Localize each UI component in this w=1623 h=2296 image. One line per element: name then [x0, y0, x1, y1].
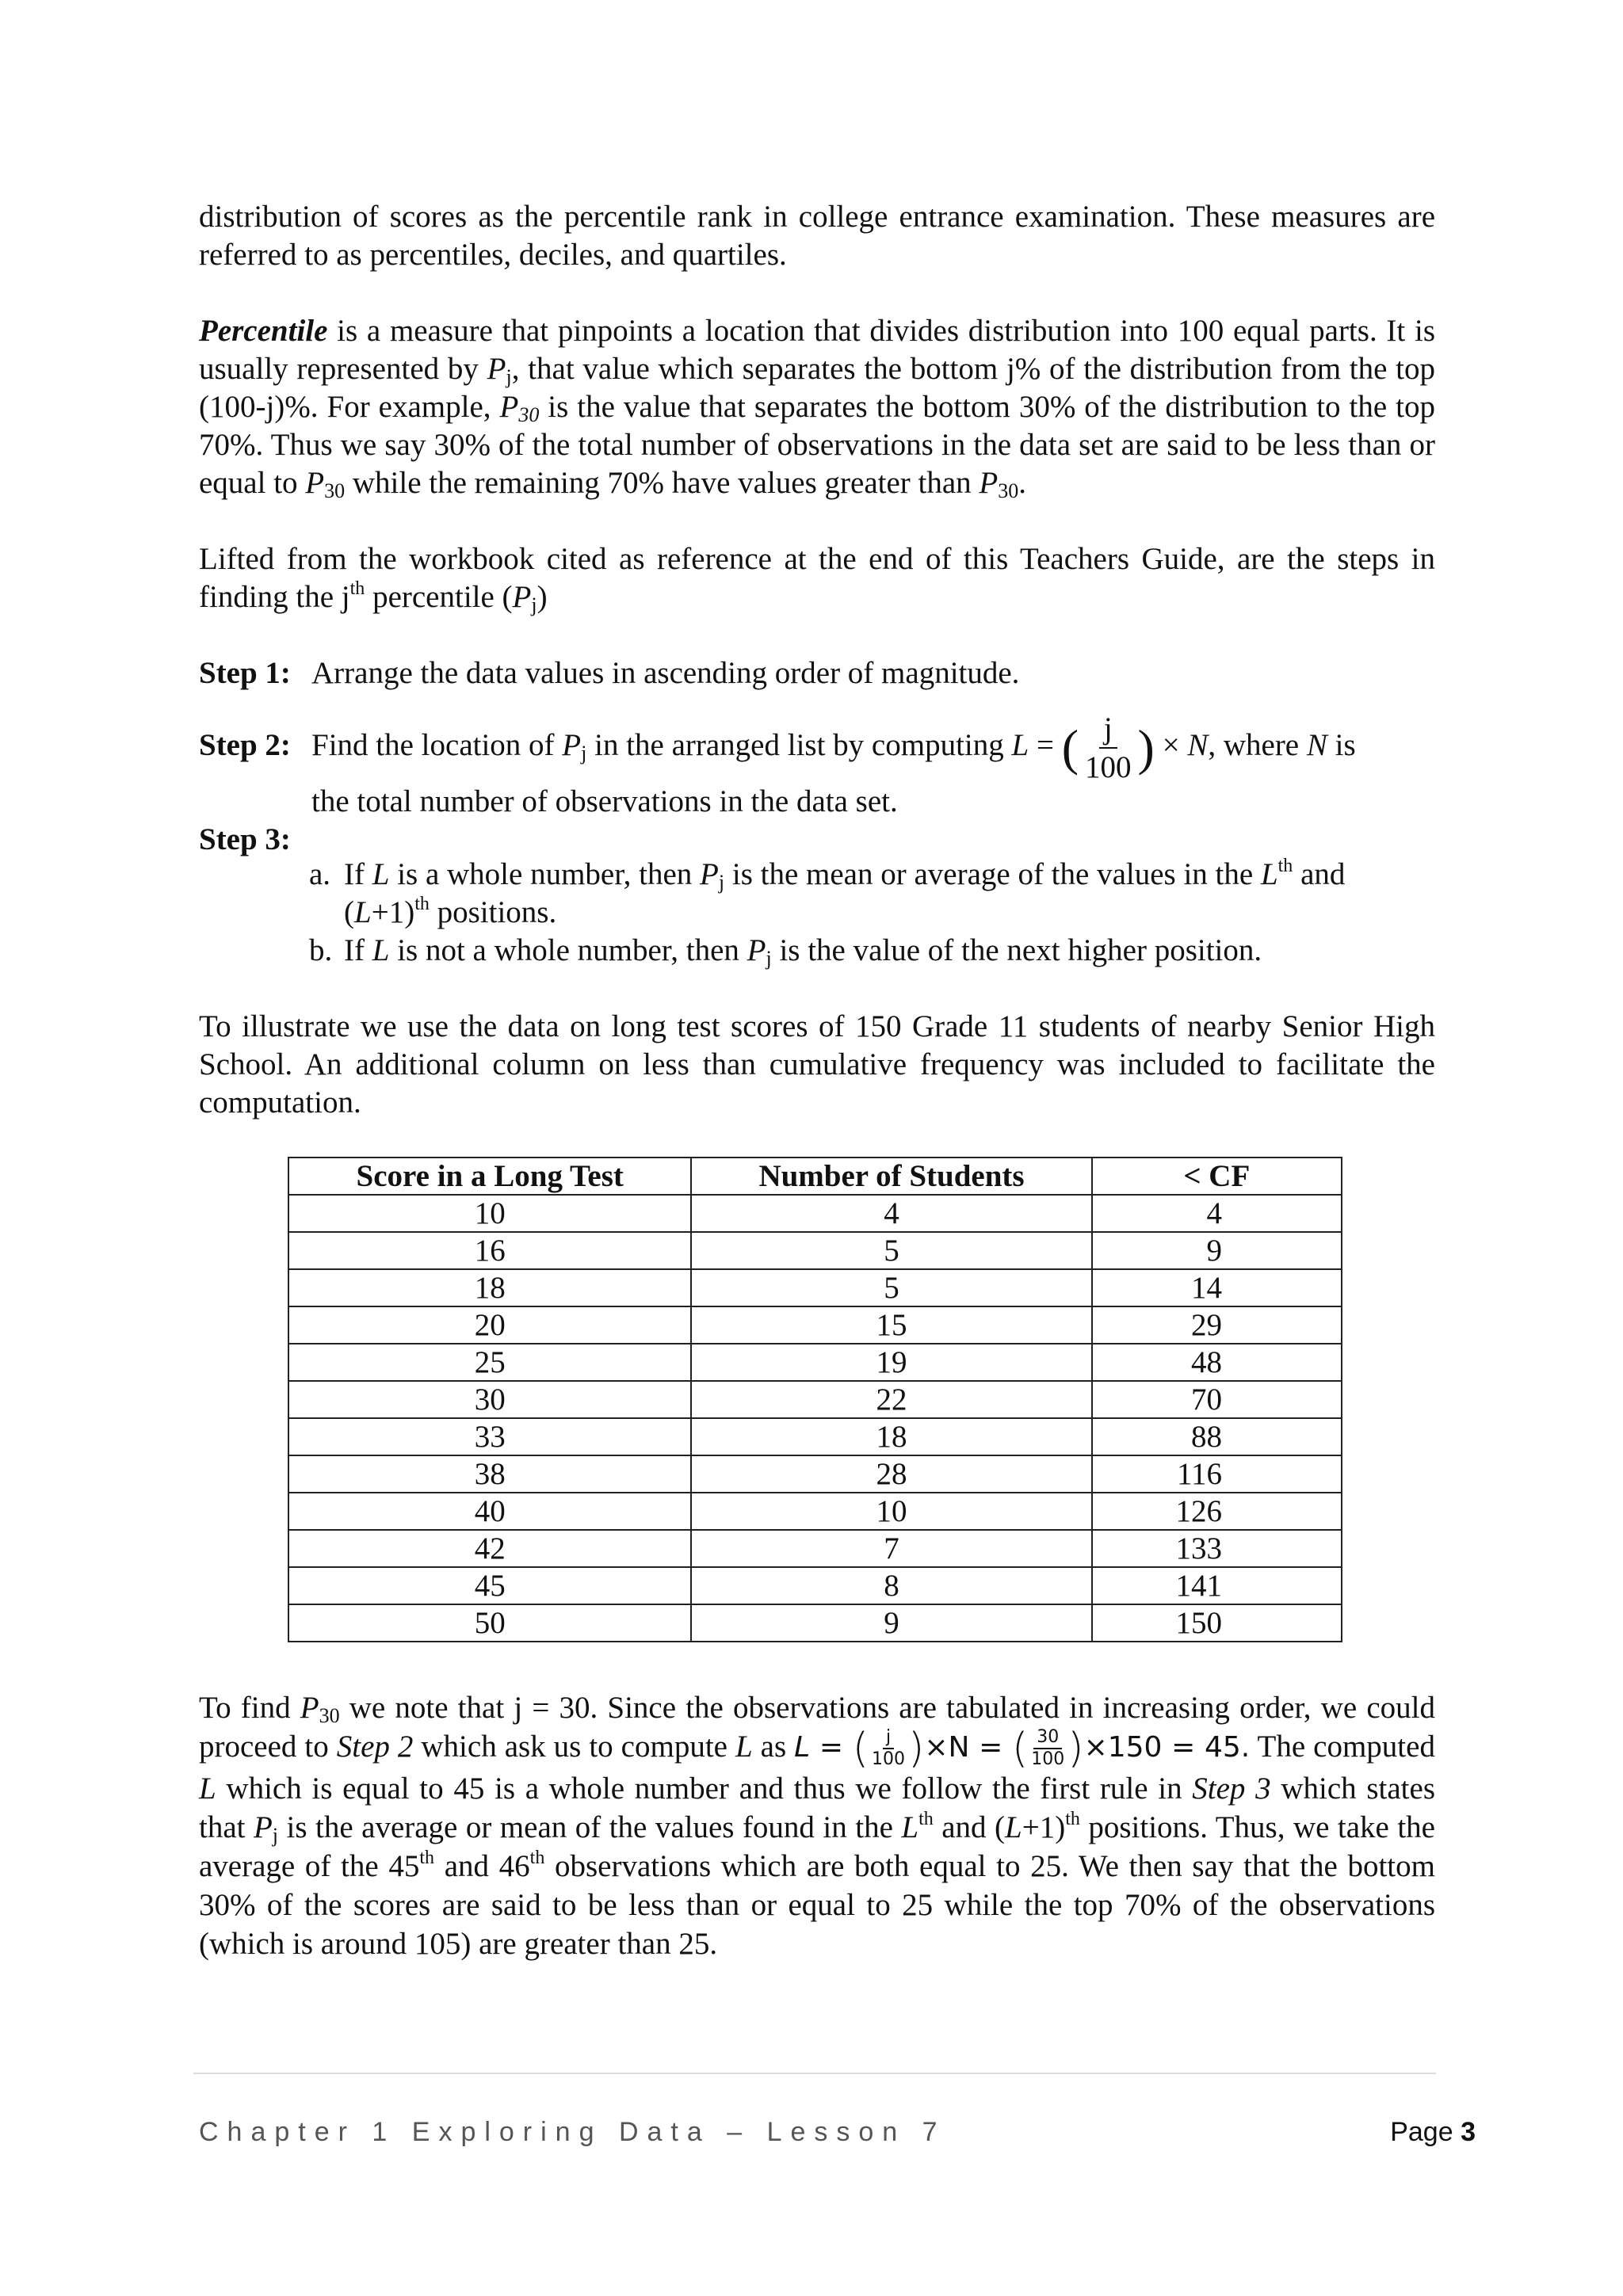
- table-cell: 116: [1092, 1455, 1342, 1493]
- column-header: Score in a Long Test: [288, 1158, 691, 1195]
- table-cell: 29: [1092, 1306, 1342, 1344]
- table-cell: 4: [1092, 1195, 1342, 1232]
- table-cell: 10: [691, 1493, 1091, 1530]
- table-cell: 9: [1092, 1232, 1342, 1269]
- footer-page-number: Page 3: [1390, 2117, 1476, 2147]
- percentile-term: Percentile: [199, 314, 328, 348]
- table-cell: 33: [288, 1418, 691, 1455]
- step2-fraction: $\frac{j}{100}$: [1085, 711, 1132, 784]
- table-row: [288, 1604, 1342, 1642]
- table-row: [288, 1530, 1342, 1567]
- column-header: Number of Students: [691, 1158, 1091, 1195]
- page-content: [199, 198, 1435, 1963]
- intro-paragraph: distribution of scores as the percentile rank in college entrance examination. These measures are referred to as percentiles, deciles, and quartiles.: [199, 200, 1435, 272]
- footer-chapter-title: Chapter 1 Exploring Data – Lesson 7: [199, 2117, 946, 2147]
- step-3-rule-b: b. If L is not a whole number, then $P_j$ is the value of the next higher position.: [309, 933, 1262, 970]
- table-cell: 19: [691, 1344, 1091, 1381]
- table-row: [288, 1381, 1342, 1418]
- table-cell: 4: [691, 1195, 1091, 1232]
- table-cell: 10: [288, 1195, 691, 1232]
- table-cell: 8: [691, 1567, 1091, 1604]
- step2-formula-L: L: [1011, 727, 1029, 762]
- table-row: [288, 1195, 1342, 1232]
- table-row: [288, 1493, 1342, 1530]
- table-cell: 25: [288, 1344, 691, 1381]
- table-cell: 42: [288, 1530, 691, 1567]
- table-cell: 48: [1092, 1344, 1342, 1381]
- table-cell: 126: [1092, 1493, 1342, 1530]
- table-row: [288, 1567, 1342, 1604]
- table-cell: 15: [691, 1306, 1091, 1344]
- table-cell: 22: [691, 1381, 1091, 1418]
- table-cell: 18: [691, 1418, 1091, 1455]
- table-cell: 5: [691, 1269, 1091, 1306]
- table-header-row: [288, 1158, 1342, 1195]
- table-cell: 30: [288, 1381, 691, 1418]
- table-row: [288, 1344, 1342, 1381]
- table-row: [288, 1418, 1342, 1455]
- lifted-paragraph: Lifted from the workbook cited as reference at the end of this Teachers Guide, are the steps in finding the $j^{th}$ percentile $(P_j)$: [199, 542, 1435, 616]
- table-cell: 150: [1092, 1604, 1342, 1642]
- find-p30-paragraph: To find $P_{30}$ we note that j = 30. Since the observations are tabulated in increasing order, we could proceed to Step 2 which ask us to compute L as L = ( $\frac{j}{100}$ )×N = ( $\frac{30}{100}$ )×150 = 45. The computed L which is equal to 45 is a whole number and thus we follow the first rule in Step 3 which states that $P_j$ is the average or mean of the values found in the Lth and $(L+1)^{th}$ positions. Thus, we take the average of the 45th and 46th observations which are both equal to 25. We then say that the bottom 30% of the scores are said to be less than or equal to 25 while the top 70% of the observations (which is around 105) are greater than 25.: [199, 1691, 1435, 1961]
- scores-table: [288, 1157, 1342, 1642]
- step-2: Step 2: Find the location of $P_j$ in the arranged list by computing L = ( $\frac{j}{100}$ ) × N, where N is: [199, 711, 1356, 784]
- table-cell: 14: [1092, 1269, 1342, 1306]
- column-header: < CF: [1092, 1158, 1342, 1195]
- table-cell: 38: [288, 1455, 691, 1493]
- table-cell: 16: [288, 1232, 691, 1269]
- step-3-rule-a: a. If L is a whole number, then $P_j$ is the mean or average of the values in the Lth and $(L+1)^{th}$ positions.: [309, 856, 1346, 929]
- table-body: [288, 1195, 1342, 1642]
- table-cell: 20: [288, 1306, 691, 1344]
- table-cell: 50: [288, 1604, 691, 1642]
- table-row: [288, 1269, 1342, 1306]
- table-cell: 133: [1092, 1530, 1342, 1567]
- step-2-continuation: the total number of observations in the data set.: [311, 784, 898, 818]
- table-cell: 88: [1092, 1418, 1342, 1455]
- footer-divider: [193, 2073, 1436, 2074]
- table-cell: 45: [288, 1567, 691, 1604]
- table-cell: 5: [691, 1232, 1091, 1269]
- table-cell: 18: [288, 1269, 691, 1306]
- step-3-rules: [199, 856, 1435, 970]
- step-3: Step 3:: [199, 822, 291, 856]
- table-row: [288, 1232, 1342, 1269]
- table-cell: 70: [1092, 1381, 1342, 1418]
- table-cell: 9: [691, 1604, 1091, 1642]
- illustrate-paragraph: To illustrate we use the data on long test scores of 150 Grade 11 students of nearby Senior High School. An additional column on less than cumulative frequency was included to facilitate the computation.: [199, 1009, 1435, 1119]
- step-1: Step 1: Arrange the data values in ascending order of magnitude.: [199, 656, 1020, 690]
- percentile-paragraph: Percentile is a measure that pinpoints a location that divides distribution into 100 equal parts. It is usually represented by $P_j$, that value which separates the bottom j% of the distribution from the top (100-j)%. For example, $P_{30}$ is the value that separates the bottom 30% of the distribution to the top 70%. Thus we say 30% of the total number of observations in the data set are said to be less than or equal to $P_{30}$ while the remaining 70% have values greater than $P_{30}$.: [199, 314, 1436, 502]
- table-cell: 28: [691, 1455, 1091, 1493]
- table-row: [288, 1306, 1342, 1344]
- table-cell: 7: [691, 1530, 1091, 1567]
- p30-formula: L = ( $\frac{j}{100}$ )×N = ( $\frac{30}{100}$ )×150 = 45.: [794, 1725, 1251, 1772]
- table-cell: 141: [1092, 1567, 1342, 1604]
- table-cell: 40: [288, 1493, 691, 1530]
- table-row: [288, 1455, 1342, 1493]
